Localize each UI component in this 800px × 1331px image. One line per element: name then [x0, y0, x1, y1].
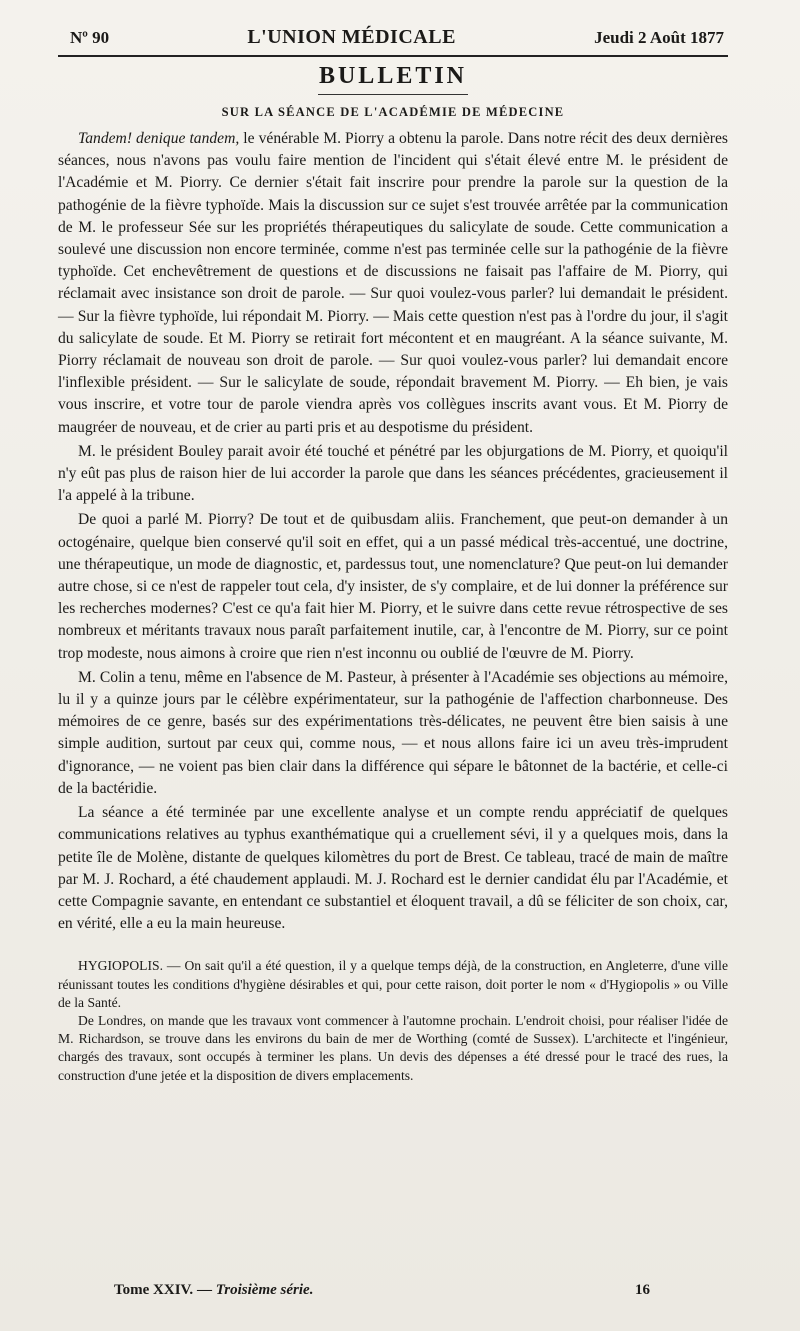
paragraph-1-text: le vénérable M. Piorry a obtenu la parole. Dans notre récit des deux dernières séances, nous n'avons pas voulu faire mention de l'incident qui s'était élevé entre M. le président de l'Académie et M. Piorry. Ce dernier s'était fait inscrire pour prendre la parole sur la question de la pathogénie de la fièvre typhoïde. Mais la discussion sur ce sujet s'est trouvée arrêtée par la communication de M. le professeur Sée sur les propriétés thérapeutiques du salicylate de soude. Cette communication a soulevé une discussion non encore terminée, comme n'est pas terminée celle sur la pathogénie de la fièvre typhoïde. Cet enchevêtrement de questions et de discussions ne faisait pas l'affaire de M. Piorry, qui réclamait avec insistance son droit de parole. — Sur quoi voulez-vous parler? lui demandait le président. — Sur la fièvre typhoïde, lui répondait M. Piorry. — Mais cette question n'est pas à l'ordre du jour, il s'agit du salicylate de soude. Et M. Piorry se retirait fort mécontent et en maugréant. A la séance suivante, M. Piorry réclamait de nouveau son droit de parole. — Sur quoi voulez-vous parler? lui demandait encore l'inflexible président. — Sur le salicylate de soude, répondait bravement M. Piorry. — Eh bien, je vais vous inscrire, et votre tour de parole viendra après vos collègues inscrits avant vous. Et M. Piorry de maugréer de nouveau, et de crier au parti pris et au despotisme du président.: [58, 130, 728, 436]
header-rule: [58, 55, 728, 57]
note-london: De Londres, on mande que les travaux vont commencer à l'automne prochain. L'endroit choisi, pour réaliser l'idée de M. Richardson, se trouve dans les environs du bain de mer de Worthing (comté de Sussex). L'architecte et l'ingénieur, chargés des travaux, sont occupés à terminer les plans. Un devis des dépenses a été dressé pour le tracé des rues, la construction d'une jetée et la disposition de divers emplacements.: [58, 1012, 728, 1083]
section-subtitle: SUR LA SÉANCE DE L'ACADÉMIE DE MÉDECINE: [221, 105, 565, 119]
issue-date: Jeudi 2 Août 1877: [594, 28, 724, 47]
footer-dash: —: [196, 1282, 212, 1298]
paragraph-3: De quoi a parlé M. Piorry? De tout et de quibusdam aliis. Franchement, que peut-on demander à un octogénaire, quelque bien conservé qu'il soit en effet, qui a un passé médical très-accentué, une doctrine, une thérapeutique, un mode de diagnostic, et, pardessus tout, une nomenclature? Que peut-on lui demander autre chose, si ce n'est de rappeler tout cela, d'y insister, de s'y complaire, et de lui donner la préférence sur les recherches modernes? C'est ce qu'a fait hier M. Piorry, et le suivre dans cette revue rétrospective de ses nombreux et méritants travaux nous paraît parfaitement inutile, car, à l'encontre de M. Piorry, sur ce point trop modeste, nous aimons à croire que rien n'est inconnu ou oublié de l'œuvre de M. Piorry.: [58, 511, 728, 662]
page-number: 16: [635, 1282, 650, 1298]
footer-tome: Tome XXIV.: [114, 1282, 194, 1298]
news-notes: [58, 957, 728, 1084]
note-hygiopolis: HYGIOPOLIS. — On sait qu'il a été question, il y a quelque temps déjà, de la construction, en Angleterre, d'une ville réunissant toutes les conditions d'hygiène désirables et qui, pour cette raison, doit porter le nom « d'Hygiopolis » ou Ville de la Santé.: [58, 958, 728, 1010]
page-footer: [114, 1282, 650, 1299]
paragraph-5: La séance a été terminée par une excellente analyse et un compte rendu appréciatif de quelques communications relatives au typhus exanthématique qui a cruellement sévi, il y a quelques mois, dans la petite île de Molène, distante de quelques kilomètres du port de Brest. Ce tableau, tracé de main de maître par M. J. Rochard, a été chaudement applaudi. M. J. Rochard est le dernier candidat élu par l'Académie, et cette Compagnie savante, en entendant ce substantiel et éloquent travail, a dû se féliciter de son choix, car, en vérité, elle a eu la main heureuse.: [58, 804, 728, 933]
article-body: [58, 128, 728, 935]
title-rule: [318, 94, 468, 95]
journal-title: L'UNION MÉDICALE: [247, 26, 456, 48]
paragraph-1-lead: Tandem! denique tandem,: [78, 130, 240, 147]
page-header: [58, 26, 728, 55]
footer-volume: [114, 1282, 313, 1299]
paragraph-1: [58, 128, 728, 439]
section-title: BULLETIN: [318, 63, 468, 89]
paragraph-4: M. Colin a tenu, même en l'absence de M. Pasteur, à présenter à l'Académie ses objections au mémoire, lu il y a quinze jours par le célèbre expérimentateur, sur la pathogénie de l'affection charbonneuse. Des mémoires de ce genre, basés sur des expérimentations très-délicates, ne peuvent être bien saisis à une simple audition, surtout par ceux qui, comme nous, — et nous allons faire ici un aveu très-imprudent d'ignorance, — ne voient pas bien clair dans la différence qui sépare le bâtonnet de la bactérie, et celle-ci de la bactéridie.: [58, 668, 728, 797]
footer-series: Troisième série.: [215, 1282, 314, 1298]
paragraph-2: M. le président Bouley parait avoir été touché et pénétré par les objurgations de M. Piorry, et quoiqu'il n'y eût pas plus de raison hier de lui accorder la parole que dans les séances précédentes, gracieusement il l'a appelé à la tribune.: [58, 442, 728, 505]
issue-number: Nº 90: [70, 28, 110, 47]
